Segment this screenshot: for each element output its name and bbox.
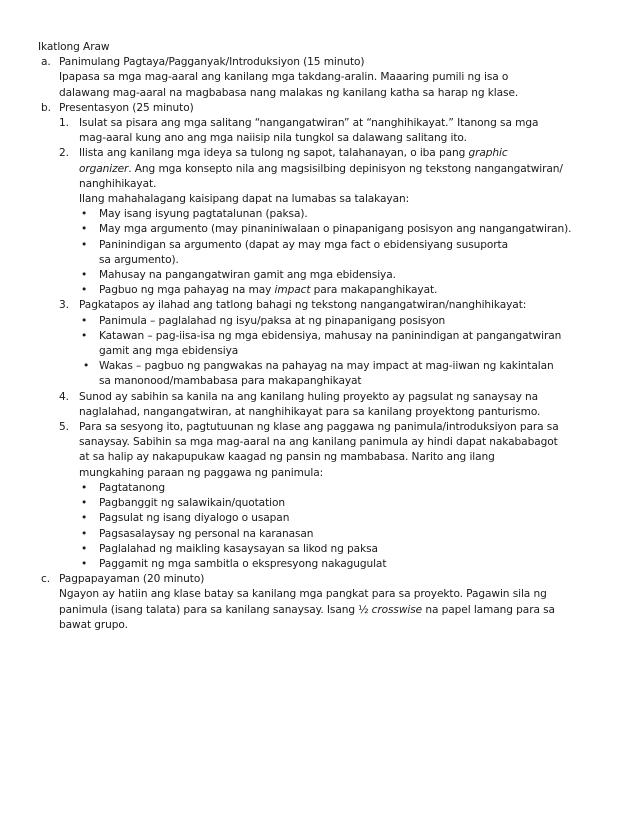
bullet-icon: •	[81, 527, 88, 540]
step-2	[59, 146, 618, 298]
step-5	[59, 420, 618, 572]
list-item: • Pagbuo ng mga pahayag na may impact para makapanghikayat.	[79, 283, 618, 298]
bullet-icon: •	[81, 481, 88, 494]
organizer-term: organizer	[79, 162, 129, 175]
list-item: • Wakas – pagbuo ng pangwakas na pahayag na may impact at mag-iiwan ng kakintalan sa manonood/mambabasa para makapanghikayat	[83, 360, 554, 388]
step-1	[59, 116, 618, 146]
step-4	[59, 390, 618, 420]
list-item: • Mahusay na pangangatwiran gamit ang mga ebidensiya.	[79, 268, 618, 283]
step-4-line-2: naglalahad, nangangatwiran, at nanghihikayat para sa kanilang proyektong panturismo.	[79, 405, 541, 418]
list-item: • Paglalahad ng maikling kasaysayan sa likod ng paksa	[79, 542, 618, 557]
impact-term: impact	[274, 284, 311, 297]
bullet-icon: •	[81, 208, 88, 221]
step-4-line-1: Sunod ay sabihin sa kanila na ang kanilang huling proyekto ay pagsulat ng sanaysay na	[79, 390, 539, 403]
step-3-line-1: Pagkatapos ay ilahad ang tatlong bahagi ng tekstong nangangatwiran/nanghihikayat:	[79, 299, 527, 312]
graphic-term: graphic	[468, 147, 508, 160]
list-item: • Pagbanggit ng salawikain/quotation	[79, 496, 618, 511]
bullet-icon: •	[81, 238, 88, 251]
section-c-line-1: Ngayon ay hatiin ang klase batay sa kanilang mga pangkat para sa proyekto. Pagawin sila ng	[59, 588, 547, 601]
bullet-icon: •	[81, 329, 88, 342]
section-c	[38, 572, 618, 633]
section-a-heading: Panimulang Pagtaya/Pagganyak/Introduksiyon (15 minuto)	[59, 56, 365, 69]
list-item: • Pagtatanong	[79, 481, 618, 496]
bullet-icon: •	[81, 542, 88, 555]
step-2-line-2: organizer. Ang mga konsepto nila ang magsisilbing depinisyon ng tekstong nangangatwiran/	[79, 162, 563, 175]
step-3-marker: 3.	[59, 299, 69, 312]
step-4-marker: 4.	[59, 390, 69, 403]
bullet-icon: •	[81, 557, 88, 570]
section-c-line-2: panimula (isang talata) para sa kanilang sanaysay. Isang ½ crosswise na papel lamang para sa	[59, 603, 555, 616]
section-b-heading: Presentasyon (25 minuto)	[59, 101, 194, 114]
step-2-line-1: Ilista ang kanilang mga ideya sa tulong ng sapot, talahanayan, o iba pang graphic	[79, 147, 508, 160]
step-5-line-2: sanaysay. Sabihin sa mga mag-aaral na ang kanilang panimula ay hindi dapat nakababagot	[79, 436, 558, 449]
bullet-icon: •	[83, 360, 90, 373]
list-item: • Pagsasalaysay ng personal na karanasan	[79, 527, 618, 542]
bullet-icon: •	[81, 512, 88, 525]
step-2-marker: 2.	[59, 147, 69, 160]
bullet-icon: •	[81, 314, 88, 327]
section-a-line-2: dalawang mag-aaral na magbabasa nang malakas ng kanilang katha sa harap ng klase.	[59, 86, 519, 99]
step-1-line-1: Isulat sa pisara ang mga salitang “nangangatwiran” at “nanghihikayat.” Itanong sa mga	[79, 117, 539, 130]
list-item: • Paninindigan sa argumento (dapat ay may mga fact o ebidensiyang susuporta sa argumento).	[81, 238, 508, 266]
section-b	[38, 101, 618, 572]
section-c-line-3: bawat grupo.	[59, 618, 128, 631]
bullet-icon: •	[81, 223, 88, 236]
day-title: Ikatlong Araw	[38, 41, 110, 53]
step-2-line-3: nanghihikayat.	[79, 177, 157, 190]
step-5-line-4: mungkahing paraan ng paggawa ng panimula:	[79, 466, 324, 479]
bullet-icon: •	[81, 497, 88, 510]
list-item: • Paggamit ng mga sambitla o ekspresyong nakagugulat	[79, 557, 618, 572]
section-a	[38, 55, 618, 101]
step-5-line-1: Para sa sesyong ito, pagtutuunan ng klase ang paggawa ng panimula/introduksiyon para sa	[79, 421, 559, 434]
list-item: • Pagsulat ng isang diyalogo o usapan	[79, 511, 618, 526]
bullet-icon: •	[81, 269, 88, 282]
section-c-marker: c.	[41, 573, 50, 586]
crosswise-term: crosswise	[371, 603, 423, 616]
step-5-marker: 5.	[59, 421, 69, 434]
list-item: • Katawan – pag-iisa-isa ng mga ebidensiya, mahusay na paninindigan at pangangatwiran gamit ang mga ebidensiya	[81, 329, 562, 358]
step-5-line-3: at sa halip ay nakapupukaw kaagad ng pansin ng mambabasa. Narito ang ilang	[79, 451, 495, 464]
section-a-marker: a.	[41, 56, 51, 69]
step-1-marker: 1.	[59, 117, 69, 130]
list-item: • May isang isyung pagtatalunan (paksa).	[79, 207, 618, 222]
section-a-line-1: Ipapasa sa mga mag-aaral ang kanilang mga takdang-aralin. Maaaring pumili ng isa o	[59, 71, 509, 84]
step-3	[59, 298, 618, 389]
step-1-line-2: mag-aaral kung ano ang mga naiisip nila tungkol sa dalawang salitang ito.	[79, 132, 467, 145]
step-2-line-4: Ilang mahahalagang kaisipang dapat na lumabas sa talakayan:	[79, 193, 410, 206]
list-item: • Panimula – paglalahad ng isyu/paksa at ng pinapanigang posisyon	[79, 314, 618, 329]
section-b-marker: b.	[41, 101, 51, 114]
section-c-heading: Pagpapayaman (20 minuto)	[59, 573, 205, 586]
list-item: • May mga argumento (may pinaniniwalaan o pinapanigang posisyon ang nangangatwiran).	[79, 222, 618, 237]
bullet-icon: •	[81, 284, 88, 297]
